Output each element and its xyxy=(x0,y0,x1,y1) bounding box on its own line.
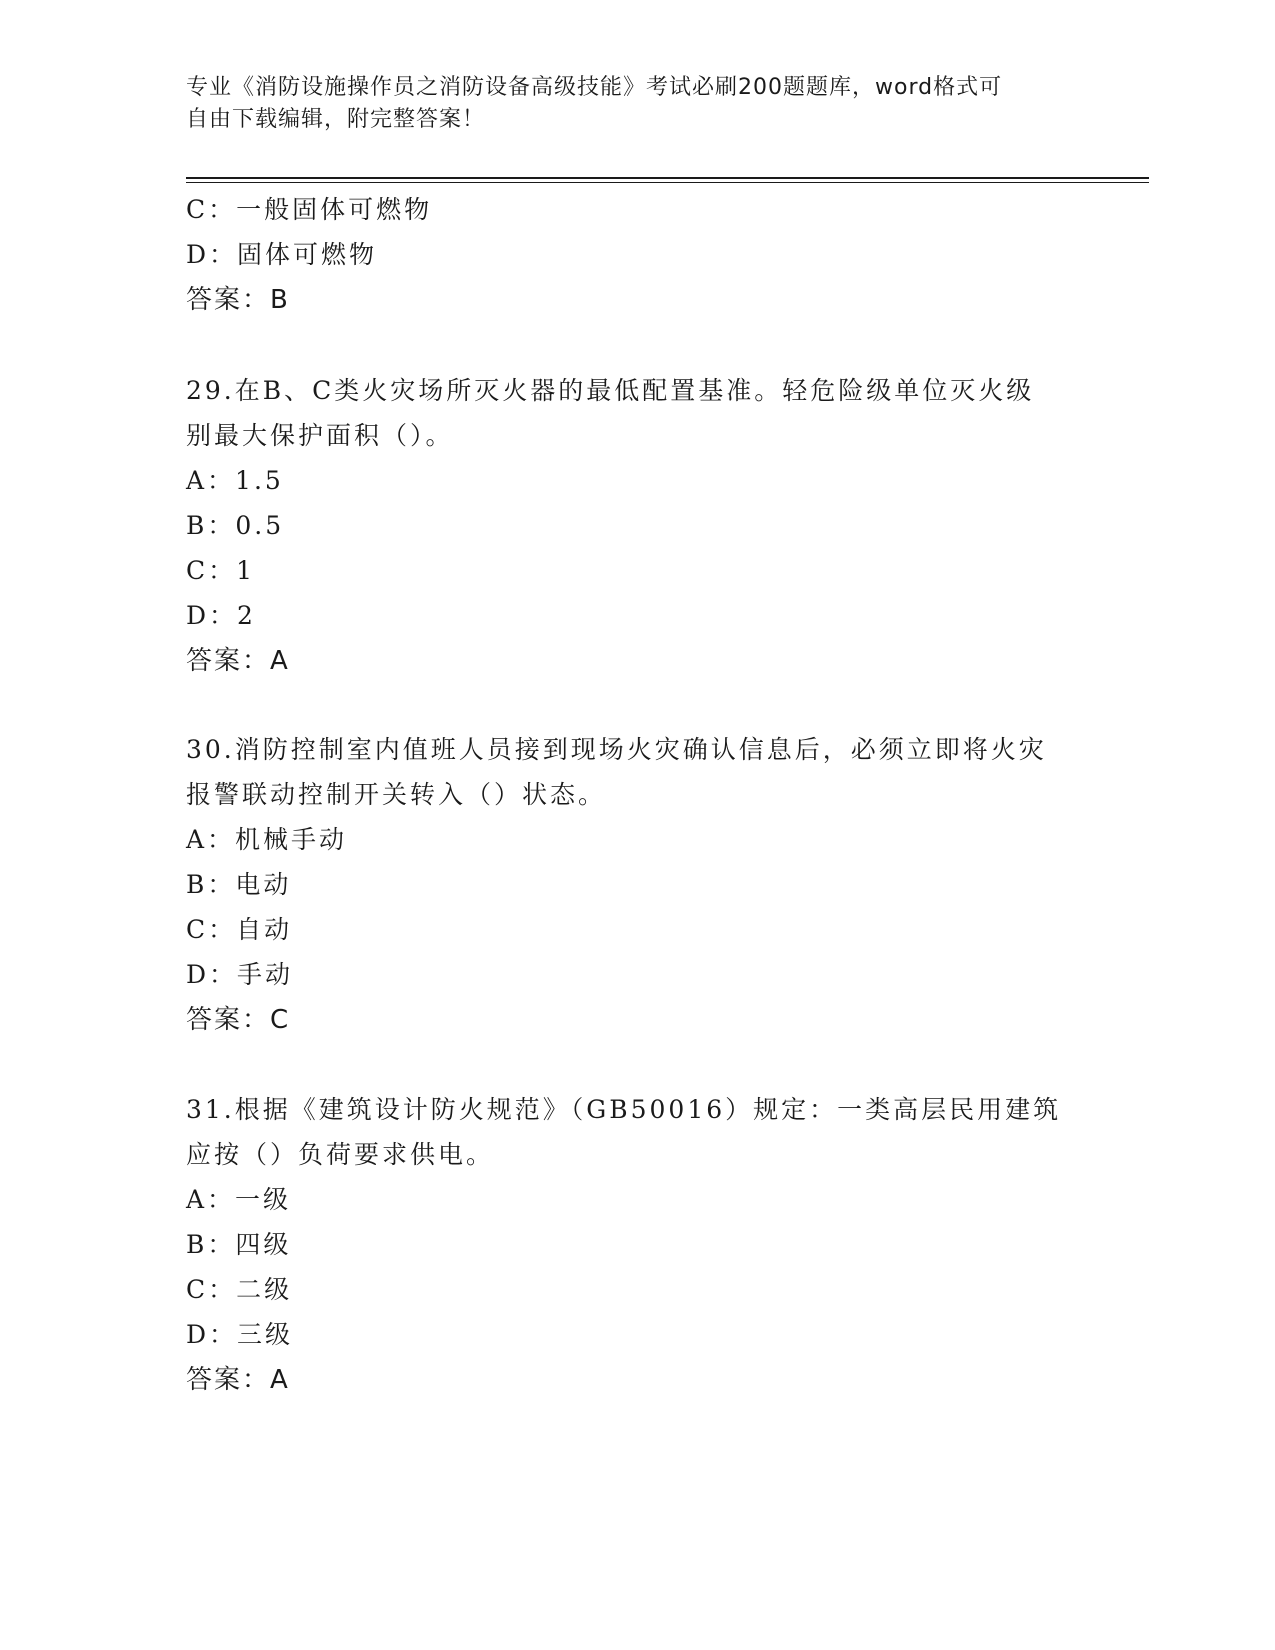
question-30-option-c: C：自动 xyxy=(186,915,293,944)
header-divider-thin xyxy=(186,182,1149,183)
question-30-option-a: A：机械手动 xyxy=(186,825,348,854)
question-31-text-line-2: 应按（）负荷要求供电。 xyxy=(186,1140,495,1169)
question-31-text-line-1: 31.根据《建筑设计防火规范》（GB50016）规定：一类高层民用建筑 xyxy=(186,1095,1062,1124)
question-30-text-line-1: 30.消防控制室内值班人员接到现场火灾确认信息后，必须立即将火灾 xyxy=(186,735,1047,764)
question-29-option-d: D：2 xyxy=(186,601,256,630)
question-31-option-a: A：一级 xyxy=(186,1185,292,1214)
question-29-answer: 答案：A xyxy=(186,646,290,676)
question-31-answer: 答案：A xyxy=(186,1365,290,1395)
question-30-option-b: B：电动 xyxy=(186,870,292,899)
question-30-text-line-2: 报警联动控制开关转入（）状态。 xyxy=(186,780,607,809)
prev-option-c: C：一般固体可燃物 xyxy=(186,195,433,224)
header-divider-thick xyxy=(186,177,1149,179)
prev-answer: 答案：B xyxy=(186,285,290,315)
prev-option-d: D：固体可燃物 xyxy=(186,240,378,269)
header-line-1: 专业《消防设施操作员之消防设备高级技能》考试必刷200题题库，word格式可 xyxy=(186,75,1003,100)
question-29-option-c: C：1 xyxy=(186,556,256,585)
question-31-option-b: B：四级 xyxy=(186,1230,292,1259)
document-header xyxy=(186,72,1066,136)
question-29-text-line-2: 别最大保护面积（）。 xyxy=(186,421,454,450)
question-30-answer: 答案：C xyxy=(186,1005,291,1035)
question-29-text-line-1: 29.在B、C类火灾场所灭火器的最低配置基准。轻危险级单位灭火级 xyxy=(186,376,1035,405)
question-29-option-b: B：0.5 xyxy=(186,511,285,540)
question-29-option-a: A：1.5 xyxy=(186,466,284,495)
question-31-option-c: C：二级 xyxy=(186,1275,293,1304)
question-31-option-d: D：三级 xyxy=(186,1320,294,1349)
question-30-option-d: D：手动 xyxy=(186,960,294,989)
header-line-2: 自由下载编辑，附完整答案！ xyxy=(186,107,486,132)
